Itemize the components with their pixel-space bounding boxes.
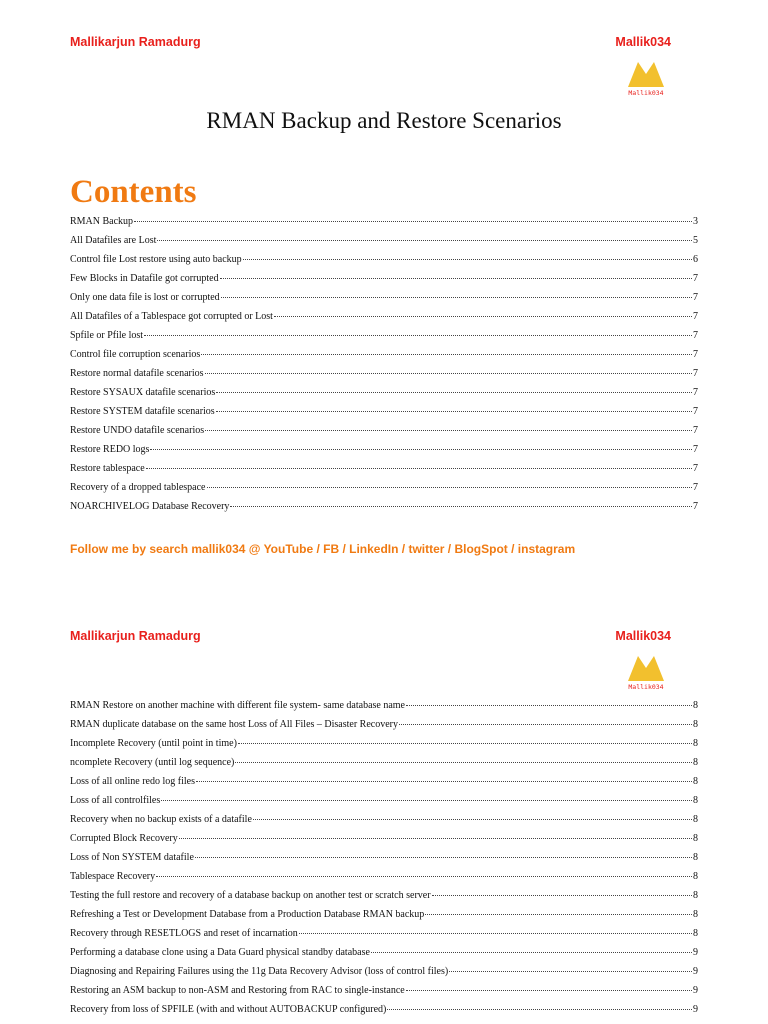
toc-entry-title: RMAN Restore on another machine with different file system- same database name (70, 700, 405, 711)
toc-entry[interactable] (70, 345, 698, 364)
toc-leader-dots (406, 704, 692, 706)
toc-entry-title: Spfile or Pfile lost (70, 330, 144, 341)
toc-entry-page: 7 (693, 273, 698, 284)
toc-entry-title: Diagnosing and Repairing Failures using the 11g Data Recovery Advisor (loss of control files) (70, 966, 449, 977)
toc-leader-dots (371, 951, 692, 953)
toc-entry-page: 9 (693, 947, 698, 958)
toc-leader-dots (144, 334, 692, 336)
toc-entry[interactable] (70, 402, 698, 421)
toc-entry[interactable] (70, 715, 698, 734)
toc-leader-dots (146, 467, 692, 469)
toc-leader-dots (134, 220, 692, 222)
toc-entry-title: Incomplete Recovery (until point in time) (70, 738, 237, 749)
toc-entry[interactable] (70, 848, 698, 867)
toc-entry-page: 6 (693, 254, 698, 265)
toc-entry-page: 7 (693, 482, 698, 493)
toc-entry[interactable] (70, 1000, 698, 1019)
toc-entry-page: 8 (693, 814, 698, 825)
toc-entry-page: 8 (693, 757, 698, 768)
toc-leader-dots (274, 315, 692, 317)
toc-leader-dots (216, 410, 692, 412)
toc-entry-title: Recovery when no backup exists of a datafile (70, 814, 252, 825)
toc-entry[interactable] (70, 231, 698, 250)
double-peak-logo-icon (627, 60, 665, 88)
document-title: RMAN Backup and Restore Scenarios (206, 108, 562, 133)
toc-entry-title: Performing a database clone using a Data Guard physical standby database (70, 947, 370, 958)
toc-entry-page: 8 (693, 928, 698, 939)
toc-leader-dots (387, 1008, 692, 1010)
toc-leader-dots (201, 353, 692, 355)
toc-entry-title: Control file corruption scenarios (70, 349, 201, 360)
author-name: Mallikarjun Ramadurg (70, 629, 201, 643)
toc-entry-title: Recovery through RESETLOGS and reset of incarnation (70, 928, 298, 939)
toc-entry[interactable] (70, 734, 698, 753)
toc-entry[interactable] (70, 307, 698, 326)
toc-leader-dots (235, 761, 692, 763)
toc-entry-title: Recovery of a dropped tablespace (70, 482, 206, 493)
toc-entry[interactable] (70, 791, 698, 810)
toc-entry[interactable] (70, 326, 698, 345)
toc-entry-title: Restore SYSAUX datafile scenarios (70, 387, 216, 398)
toc-entry-page: 7 (693, 330, 698, 341)
toc-entry-title: Refreshing a Test or Development Database from a Production Database RMAN backup (70, 909, 425, 920)
toc-entry-title: Testing the full restore and recovery of a database backup on another test or scratch server (70, 890, 431, 901)
toc-entry-page: 7 (693, 463, 698, 474)
toc-entry-page: 7 (693, 425, 698, 436)
logo-caption: Mallik034 (628, 683, 664, 691)
toc-leader-dots (161, 799, 692, 801)
toc-entry-title: ncomplete Recovery (until log sequence) (70, 757, 235, 768)
toc-entry-page: 9 (693, 1004, 698, 1015)
toc-leader-dots (243, 258, 692, 260)
toc-entry[interactable] (70, 924, 698, 943)
toc-entry-page: 8 (693, 852, 698, 863)
toc-leader-dots (220, 277, 692, 279)
follow-me-line: Follow me by search mallik034 @ YouTube / FB / LinkedIn / twitter / BlogSpot / instagram (70, 542, 576, 556)
table-of-contents-page1 (70, 212, 698, 516)
double-peak-logo-icon (627, 654, 665, 682)
toc-entry[interactable] (70, 459, 698, 478)
toc-entry-page: 7 (693, 292, 698, 303)
toc-entry-title: NOARCHIVELOG Database Recovery (70, 501, 230, 512)
toc-entry-title: Restore normal datafile scenarios (70, 368, 204, 379)
toc-entry-title: RMAN duplicate database on the same host Loss of All Files – Disaster Recovery (70, 719, 398, 730)
toc-entry[interactable] (70, 497, 698, 516)
toc-leader-dots (406, 989, 692, 991)
toc-entry-page: 8 (693, 738, 698, 749)
toc-entry[interactable] (70, 905, 698, 924)
toc-entry-page: 7 (693, 311, 698, 322)
toc-entry-title: Few Blocks in Datafile got corrupted (70, 273, 219, 284)
brand-logo (626, 654, 666, 691)
brand-logo (626, 60, 666, 97)
toc-entry-title: All Datafiles are Lost (70, 235, 157, 246)
toc-leader-dots (205, 372, 692, 374)
toc-entry-title: Loss of all controlfiles (70, 795, 161, 806)
toc-entry-page: 8 (693, 833, 698, 844)
toc-entry-title: Tablespace Recovery (70, 871, 156, 882)
table-of-contents-page2 (70, 696, 698, 1019)
toc-entry[interactable] (70, 250, 698, 269)
toc-entry-page: 8 (693, 795, 698, 806)
toc-entry-page: 8 (693, 890, 698, 901)
toc-entry[interactable] (70, 288, 698, 307)
toc-entry-title: Recovery from loss of SPFILE (with and without AUTOBACKUP configured) (70, 1004, 387, 1015)
toc-entry[interactable] (70, 886, 698, 905)
toc-entry[interactable] (70, 943, 698, 962)
toc-entry-title: RMAN Backup (70, 216, 134, 227)
toc-leader-dots (179, 837, 692, 839)
toc-entry-page: 8 (693, 776, 698, 787)
toc-entry-title: Restore REDO logs (70, 444, 150, 455)
toc-entry-page: 7 (693, 368, 698, 379)
page2-header (70, 629, 671, 643)
contents-heading: Contents (70, 174, 197, 210)
toc-entry[interactable] (70, 981, 698, 1000)
toc-leader-dots (449, 970, 692, 972)
toc-leader-dots (425, 913, 692, 915)
toc-entry-page: 8 (693, 700, 698, 711)
logo-caption: Mallik034 (628, 89, 664, 97)
toc-entry-page: 7 (693, 349, 698, 360)
toc-leader-dots (207, 486, 693, 488)
toc-leader-dots (150, 448, 692, 450)
toc-entry-page: 7 (693, 387, 698, 398)
toc-entry[interactable] (70, 696, 698, 715)
toc-entry-title: Restoring an ASM backup to non-ASM and Restoring from RAC to single-instance (70, 985, 405, 996)
toc-entry[interactable] (70, 421, 698, 440)
toc-leader-dots (432, 894, 692, 896)
toc-entry[interactable] (70, 212, 698, 231)
toc-entry-title: Control file Lost restore using auto backup (70, 254, 242, 265)
toc-entry-title: Loss of Non SYSTEM datafile (70, 852, 194, 863)
toc-entry-page: 7 (693, 406, 698, 417)
brand-name: Mallik034 (615, 35, 671, 49)
toc-entry-title: Restore SYSTEM datafile scenarios (70, 406, 215, 417)
brand-name: Mallik034 (615, 629, 671, 643)
toc-leader-dots (299, 932, 692, 934)
toc-entry[interactable] (70, 962, 698, 981)
toc-leader-dots (205, 429, 692, 431)
toc-entry-title: Corrupted Block Recovery (70, 833, 178, 844)
toc-entry[interactable] (70, 810, 698, 829)
toc-entry-title: All Datafiles of a Tablespace got corrupted or Lost (70, 311, 273, 322)
toc-leader-dots (195, 856, 692, 858)
toc-entry[interactable] (70, 867, 698, 886)
toc-entry-page: 7 (693, 444, 698, 455)
toc-entry[interactable] (70, 829, 698, 848)
page1-header (70, 35, 671, 49)
toc-leader-dots (156, 875, 692, 877)
toc-leader-dots (216, 391, 692, 393)
toc-entry-page: 5 (693, 235, 698, 246)
toc-entry[interactable] (70, 383, 698, 402)
toc-entry[interactable] (70, 753, 698, 772)
toc-entry-title: Restore UNDO datafile scenarios (70, 425, 205, 436)
toc-entry-page: 8 (693, 719, 698, 730)
toc-entry-page: 3 (693, 216, 698, 227)
toc-entry-title: Loss of all online redo log files (70, 776, 195, 787)
toc-entry[interactable] (70, 772, 698, 791)
toc-entry[interactable] (70, 440, 698, 459)
author-name: Mallikarjun Ramadurg (70, 35, 201, 49)
toc-entry-page: 9 (693, 966, 698, 977)
toc-leader-dots (399, 723, 692, 725)
toc-leader-dots (221, 296, 692, 298)
toc-leader-dots (157, 239, 692, 241)
toc-entry-page: 8 (693, 871, 698, 882)
toc-entry-title: Only one data file is lost or corrupted (70, 292, 220, 303)
toc-leader-dots (230, 505, 692, 507)
toc-entry-page: 8 (693, 909, 698, 920)
toc-entry-title: Restore tablespace (70, 463, 145, 474)
toc-leader-dots (253, 818, 692, 820)
toc-entry[interactable] (70, 269, 698, 288)
toc-entry[interactable] (70, 364, 698, 383)
toc-leader-dots (196, 780, 692, 782)
toc-leader-dots (238, 742, 692, 744)
toc-entry-page: 9 (693, 985, 698, 996)
toc-entry[interactable] (70, 478, 698, 497)
toc-entry-page: 7 (693, 501, 698, 512)
